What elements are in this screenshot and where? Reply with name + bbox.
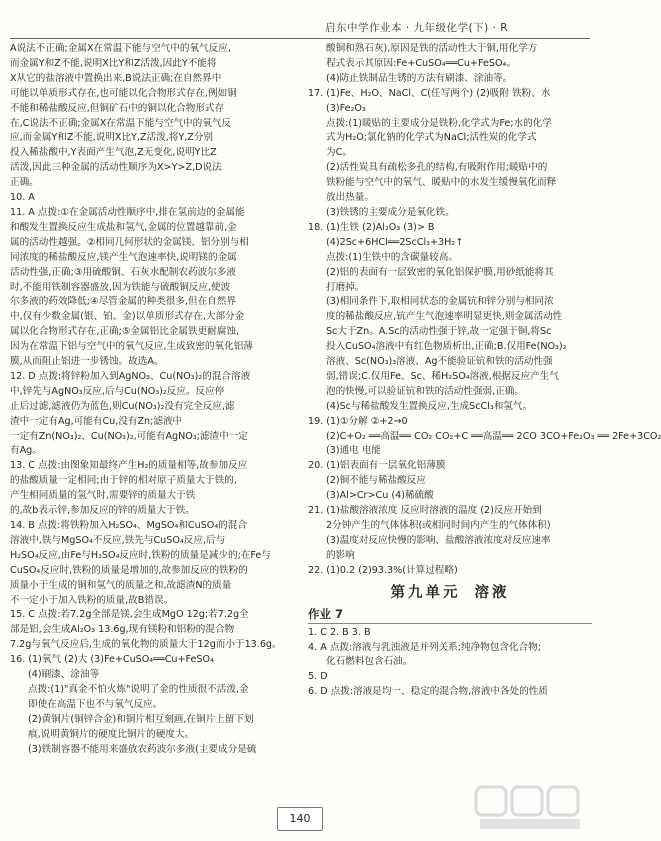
right-column-line: 22. (1)0.2 (2)93.3%(计算过程略) xyxy=(308,564,458,576)
left-column-line: 一定有Zn(NO₃)₂、Cu(NO₃)₂,可能有AgNO₃;滤渣中一定 xyxy=(10,430,248,442)
left-column-line: 12. D 点拨:将锌粉加入到AgNO₃、Cu(NO₃)₂的混合溶液 xyxy=(10,370,251,382)
right-column xyxy=(308,42,661,700)
left-column-line: 正确。 xyxy=(10,177,39,189)
right-column-line: 21. (1)盐酸溶液浓度 反应时溶液的温度 (2)反应开始到 xyxy=(308,505,542,517)
right-column-answers xyxy=(308,42,661,579)
homework-line: 6. D 点拨:溶液是均一、稳定的混合物,溶液中各处的性质 xyxy=(308,686,548,698)
right-column-line: (3)Al>Cr>Cu (4)稀硫酸 xyxy=(326,490,434,502)
left-column-line: A说法不正确;金属X在常温下能与空气中的氧气反应, xyxy=(10,43,231,54)
right-column-line: 2分钟产生的气体体积(或相同时间内产生的气体体积) xyxy=(326,520,551,531)
left-column-line: 产生相同质量的氢气时,需要锌的质量大于铁 xyxy=(10,490,196,502)
left-column-line: 溶液中,铁与MgSO₄不反应,铁先与CuSO₄反应,后与 xyxy=(10,534,226,546)
left-column-line: 10. A xyxy=(10,192,35,204)
homework-title: 作业 7 xyxy=(308,606,592,624)
left-column-line: 活动性强,正确;③用硫酸铜、石灰水配制农药波尔多液 xyxy=(10,266,236,278)
right-column-line: 弱,错误;C.仅用Fe、Sc、稀H₂SO₄溶液,根据反应产生气 xyxy=(326,370,559,382)
left-column-line: 16. (1)氧气 (2)大 (3)Fe+CuSO₄══Cu+FeSO₄ xyxy=(10,654,214,666)
left-column-line: 属的活动性越强。②相同几何形状的金属镁、铝分别与相 xyxy=(10,236,249,248)
right-column-line: (3)温度对反应快慢的影响、盐酸溶液浓度对反应速率 xyxy=(326,534,551,546)
right-column-line: 17. (1)Fe、H₂O、NaCl、C(任写两个) (2)吸附 铁粉、水 xyxy=(308,87,551,99)
left-column-line: 和酸发生置换反应生成盐和氢气,金属的位置越靠前,金 xyxy=(10,221,237,233)
left-column-line: 投入稀盐酸中,Y表面产生气泡,Z无变化,说明Y比Z xyxy=(10,147,217,159)
right-column-line: (4)2Sc+6HCl══2ScCl₃+3H₂↑ xyxy=(326,236,464,248)
right-column-line: (2)铝的表面有一层致密的氧化铝保护膜,用砂纸能将其 xyxy=(326,266,554,278)
left-column-line: (3)铁制容器不能用来盛放农药波尔多液(主要成分是硫 xyxy=(28,743,257,755)
right-column-line: 式为H₂O;氯化钠的化学式为NaCl;活性炭的化学式 xyxy=(326,132,537,144)
right-column-line: (3)相同条件下,取相同状态的金属钪和锌分别与相同浓 xyxy=(326,296,554,308)
left-column-line: 中,锌先与AgNO₃反应,后与Cu(NO₃)₂反应。反应停 xyxy=(10,385,225,397)
unit-title-number: 第九单元 xyxy=(390,584,461,601)
right-column-line: (3)通电 电能 xyxy=(326,445,382,457)
left-column-line: 痕,说明黄铜片的硬度比铜片的硬度大。 xyxy=(28,728,195,740)
left-column-line: 尔多液的药效降低;④尽管金属的种类很多,但在自然界 xyxy=(10,296,236,308)
page-header xyxy=(0,16,600,40)
left-column-line: 11. A 点拨:①在金属活动性顺序中,排在氢前边的金属能 xyxy=(10,206,245,218)
header-rule xyxy=(10,38,590,39)
left-column xyxy=(10,42,292,758)
left-column-line: 活泼,因此三种金属的活动性顺序为X>Y>Z,D说法 xyxy=(10,162,222,174)
left-column-line: 止后过滤,滤液仍为蓝色,则Cu(NO₃)₂没有完全反应,滤 xyxy=(10,400,235,412)
left-column-line: 应,而金属Y和Z不能,说明X比Y,Z活泼,将Y,Z分别 xyxy=(10,132,214,144)
left-column-line: 15. C 点拨:若7.2g全部是镁,会生成MgO 12g;若7.2g全 xyxy=(10,609,249,621)
right-column-line: (2)铜不能与稀盐酸反应 xyxy=(326,475,426,487)
right-column-line: 点拨:(1)生铁中的含碳量较高。 xyxy=(326,251,458,263)
header-title: 启东中学作业本 · 九年级化学(下) · R xyxy=(324,22,508,34)
left-column-line: 中,仅有少数金属(银、铂、金)以单质形式存在,大部分金 xyxy=(10,311,245,323)
left-column-line: 即使在高温下也不与氧气反应。 xyxy=(28,698,163,710)
right-column-line: 度的稀盐酸反应,钪产生气泡速率明显更快,则金属活动性 xyxy=(326,311,563,323)
right-column-line: 为C。 xyxy=(326,147,352,159)
left-column-line: 渣中一定有Ag,可能有Cu,没有Zn;滤液中 xyxy=(10,415,183,427)
homework-line: 1. C 2. B 3. B xyxy=(308,626,371,638)
right-column-line: Sc大于Zn。A.Sc的活动性强于锌,故一定强于铜,将Sc xyxy=(326,326,552,338)
watermark-logo-icon xyxy=(472,783,592,833)
right-column-line: 酸铜和熟石灰),原因是铁的活动性大于铜,用化学方 xyxy=(326,43,538,54)
right-column-line: 泡的快慢,可以验证钪和铁的活动性强弱,正确。 xyxy=(326,385,524,397)
left-column-line: 时,不能用铁制容器盛放,因为铁能与硫酸铜反应,使波 xyxy=(10,281,231,293)
left-column-line: 的,故b表示锌,参加反应的锌的质量大于铁。 xyxy=(10,505,195,517)
left-column-line: 而金属Y和Z不能,说明X比Y和Z活泼,因此Y不能将 xyxy=(10,57,217,69)
right-column-line: 点拨:(1)暖贴的主要成分是铁粉,化学式为Fe;水的化学 xyxy=(326,117,552,129)
left-column-line: 的盐酸质量一定相同;由于锌的相对原子质量大于铁的, xyxy=(10,475,237,487)
right-column-line: 投入CuSO₄溶液中有红色物质析出,正确;B.仅用Fe(NO₃)₂ xyxy=(326,341,567,353)
left-column-line: 13. C 点拨:由图象知最终产生H₂的质量相等,故参加反应 xyxy=(10,460,248,472)
right-column-line: 20. (1)铝表面有一层氧化铝薄膜 xyxy=(308,460,446,472)
unit-title-name: 溶液 xyxy=(474,584,510,601)
homework-line: 4. A 点拨:溶液与乳浊液是并列关系;纯净物包含化合物; xyxy=(308,641,541,653)
left-column-line: 点拨:(1)"真金不怕火炼"说明了金的性质很不活泼,金 xyxy=(28,683,249,695)
right-column-line: 18. (1)生铁 (2)Al₂O₃ (3)> B xyxy=(308,221,435,233)
left-column-line: (4)刷漆、涂油等 xyxy=(28,669,100,681)
page-number: 140 xyxy=(277,807,323,831)
unit-title xyxy=(308,583,592,603)
right-column-line: 铁粉能与空气中的氧气、暖贴中的水发生缓慢氧化而释 xyxy=(326,177,557,189)
left-column-line: 因为在常温下铝与空气中的氧气反应,生成致密的氧化铝薄 xyxy=(10,341,253,353)
right-column-line: 19. (1)①分解 ②+2→0 xyxy=(308,415,408,427)
left-column-line: 质量小于生成的铜和氢气的质量之和,故滤渣N的质量 xyxy=(10,579,232,591)
right-column-line: (4)Sc与稀盐酸发生置换反应,生成ScCl₃和氢气。 xyxy=(326,400,533,412)
left-column-line: 不能和稀盐酸反应,但铜矿石中的铜以化合物形式存 xyxy=(10,102,225,114)
left-column-line: 属以化合物形式存在,正确;⑤金属铝比金属铁更耐腐蚀, xyxy=(10,326,239,338)
left-column-line: 可能以单质形式存在,也可能以化合物形式存在,例如铜 xyxy=(10,87,237,99)
right-column-line: 打磨掉。 xyxy=(326,281,365,293)
right-column-line: 程式表示其原因:Fe+CuSO₄══Cu+FeSO₄。 xyxy=(326,57,516,69)
right-column-line: (4)防止铁制品生锈的方法有刷漆、涂油等。 xyxy=(326,72,513,84)
left-column-line: 部是铝,会生成Al₂O₃ 13.6g,现有镁粉和铝粉的混合物 xyxy=(10,624,235,636)
right-column-line: 的影响 xyxy=(326,549,355,561)
left-column-line: 14. B 点拨:将铁粉加入H₂SO₄、MgSO₄和CuSO₄的混合 xyxy=(10,520,247,531)
left-column-line: H₂SO₄反应,由Fe与H₂SO₄反应时,铁粉的质量是减少的;在Fe与 xyxy=(10,549,271,561)
homework-line: 5. D xyxy=(308,671,328,683)
left-column-line: 有Ag。 xyxy=(10,445,42,457)
left-column-line: 同浓度的稀盐酸反应,镁产生气泡速率快,说明镁的金属 xyxy=(10,251,237,263)
left-column-line: 膜,从而阻止铝进一步锈蚀。故选A。 xyxy=(10,356,164,368)
left-column-line: 不一定小于加入铁粉的质量,故B错误。 xyxy=(10,594,174,606)
right-column-line: (2)活性炭具有疏松多孔的结构,有吸附作用;暖贴中的 xyxy=(326,162,548,174)
right-column-line: (2)C+O₂ ══高温══ CO₂ CO₂+C ══高温══ 2CO 3CO+Fe₂O₃ ══ 2Fe+3CO₂ xyxy=(326,430,661,442)
left-column-line: 在,C说法不正确;金属X在常温下能与空气中的氧气反 xyxy=(10,117,232,129)
left-column-line: 7.2g与氧气反应后,生成的氧化物的质量大于12g而小于13.6g。 xyxy=(10,639,282,651)
right-column-line: (3)Fe₂O₃ xyxy=(326,102,366,114)
right-column-line: (3)铁锈的主要成分是氧化铁。 xyxy=(326,206,455,218)
left-column-line: CuSO₄反应时,铁粉的质量是增加的,故参加反应的铁粉的 xyxy=(10,564,248,576)
left-column-line: (2)黄铜片(铜锌合金)和铜片相互刻画,在铜片上留下划 xyxy=(28,713,254,725)
homework-line: 化石燃料包含石油。 xyxy=(326,656,413,668)
right-column-line: 溶液、Sc(NO₃)₃溶液、Ag不能验证钪和铁的活动性强 xyxy=(326,356,553,368)
right-column-line: 放出热量。 xyxy=(326,192,374,204)
left-column-line: X从它的盐溶液中置换出来,B说法正确;在自然界中 xyxy=(10,72,222,84)
homework-answers xyxy=(308,626,592,701)
